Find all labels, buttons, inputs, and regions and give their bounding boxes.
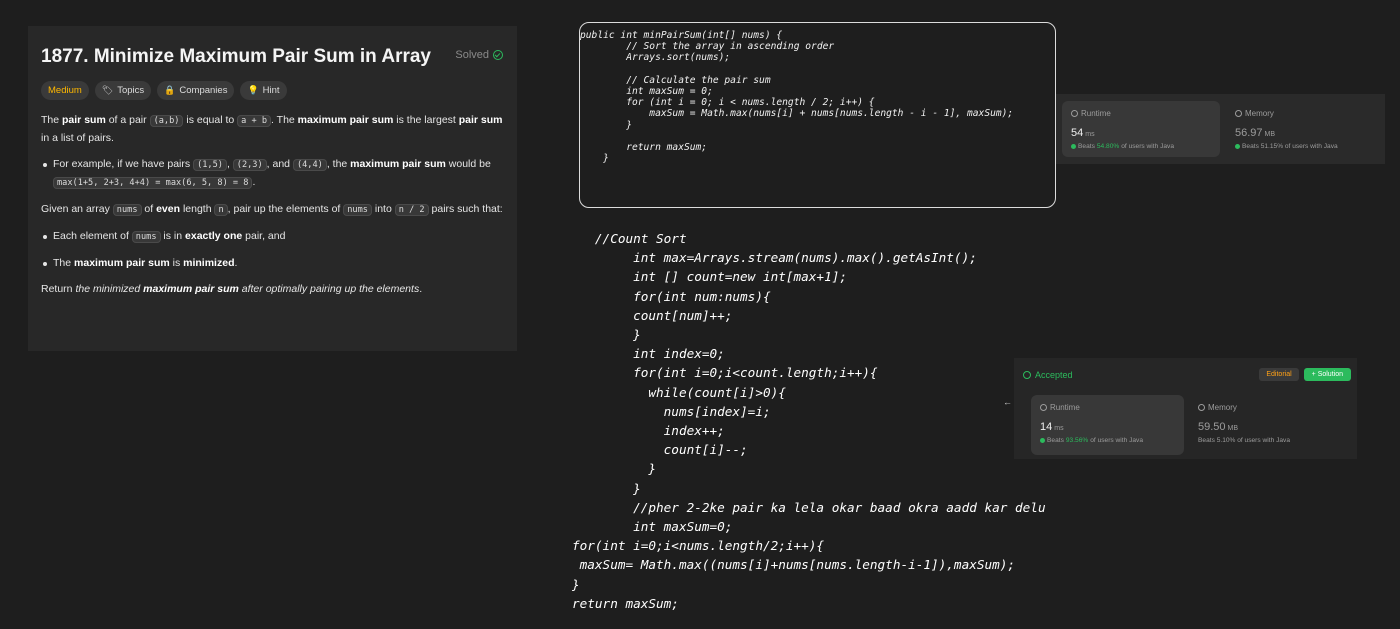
solution-button[interactable]: + Solution [1304,368,1351,381]
arrow-icon: ← [1003,397,1012,407]
description-paragraph: Return the minimized maximum pair sum after optimally pairing up the elements. [41,283,423,295]
memory-label: Memory [1235,109,1367,118]
memory-card[interactable] [1189,395,1339,455]
runtime-label: Runtime [1040,403,1175,412]
runtime-beats: Beats 93.56% of users with Java [1040,437,1175,444]
runtime-value: 14 ms [1040,421,1064,433]
description-paragraph: Given an array nums of even length n , pair up the elements of nums into n / 2 pairs such that: [41,203,503,215]
runtime-value: 54 ms [1071,127,1095,139]
tag-row [41,81,503,100]
clock-icon [1040,404,1047,411]
check-circle-icon [1023,371,1031,379]
accepted-actions [1259,368,1351,381]
memory-value: 59.50 MB [1198,421,1239,433]
accepted-header [1014,358,1357,381]
editorial-button[interactable]: Editorial [1259,368,1298,381]
runtime-label: Runtime [1071,109,1211,118]
solved-status [455,49,503,61]
topics-label: Topics [117,85,145,96]
submission-stats-top [1056,94,1385,164]
description-paragraph: The pair sum of a pair (a,b) is equal to a + b . The maximum pair sum is the largest pair sum in a list of pairs. [41,114,503,144]
problem-header [41,46,503,68]
count-sort-code-block [572,229,1072,621]
check-circle-icon [493,50,503,60]
problem-title: 1877. Minimize Maximum Pair Sum in Array [41,46,431,67]
condition-list [41,228,503,272]
beats-icon [1071,144,1076,149]
problem-panel [28,26,517,351]
solved-label: Solved [455,49,489,61]
companies-label: Companies [179,85,228,96]
memory-label: Memory [1198,403,1330,412]
list-item: The maximum pair sum is minimized. [41,255,503,272]
accepted-stats [1031,395,1351,455]
sort-solution-code: public int minPairSum(int[] nums) { // Sort the array in ascending order Arrays.sort(nums); // Calculate the pair sum int maxSum = 0; for (int i = 0; i < nums.length / 2; i++) { maxSum = Math.max(nums[i] + nums[nums.length - i - 1], maxSum); } return maxSum; } [580,30,1014,165]
beats-icon [1235,144,1240,149]
memory-beats: Beats 5.10% of users with Java [1198,437,1290,444]
count-sort-code: //Count Sort int max=Arrays.stream(nums).max().getAsInt(); int [] count=new int[max+1]; for(int num:nums){ count[num]++; } int index=0; for(int i=0;i<count.length;i++){ while(count[i]>0){ nums[index]=i; index++; count[i]--; } } //pher 2-2ke pair ka lela okar baad okra aadd kar delu int maxSum=0; for(int i=0;i<nums.length/2;i++){ maxSum= Math.max((nums[i]+nums[nums.length-i-1]),maxSum); } return maxSum; [572,231,1046,611]
runtime-card[interactable] [1062,101,1220,157]
problem-description [41,112,503,298]
runtime-card[interactable] [1031,395,1184,455]
accepted-panel [1014,358,1357,459]
memory-beats: Beats 51.15% of users with Java [1235,143,1367,150]
companies-button[interactable] [157,81,234,100]
beats-icon [1040,438,1045,443]
difficulty-badge: Medium [41,81,89,100]
accepted-status: Accepted [1023,370,1073,380]
hint-button[interactable] [240,81,286,100]
clock-icon [1071,110,1078,117]
hint-label: Hint [262,85,280,96]
topics-button[interactable] [95,81,151,100]
example-list [41,156,503,192]
memory-value: 56.97 MB [1235,127,1276,139]
lock-icon: 🔒 [164,85,176,95]
list-item: For example, if we have pairs (1,5) , (2,3) , and (4,4) , the maximum pair sum would be max(1+5, 2+3, 4+4) = max(6, 5, 8) = 8 . [41,156,503,192]
sort-solution-code-box [579,22,1056,208]
memory-icon [1198,404,1205,411]
bulb-icon: 💡 [247,85,259,95]
memory-card[interactable] [1226,101,1376,157]
tag-icon: 🏷 [101,85,114,95]
runtime-beats: Beats 54.80% of users with Java [1071,143,1211,150]
list-item: Each element of nums is in exactly one pair, and [41,228,503,246]
memory-icon [1235,110,1242,117]
